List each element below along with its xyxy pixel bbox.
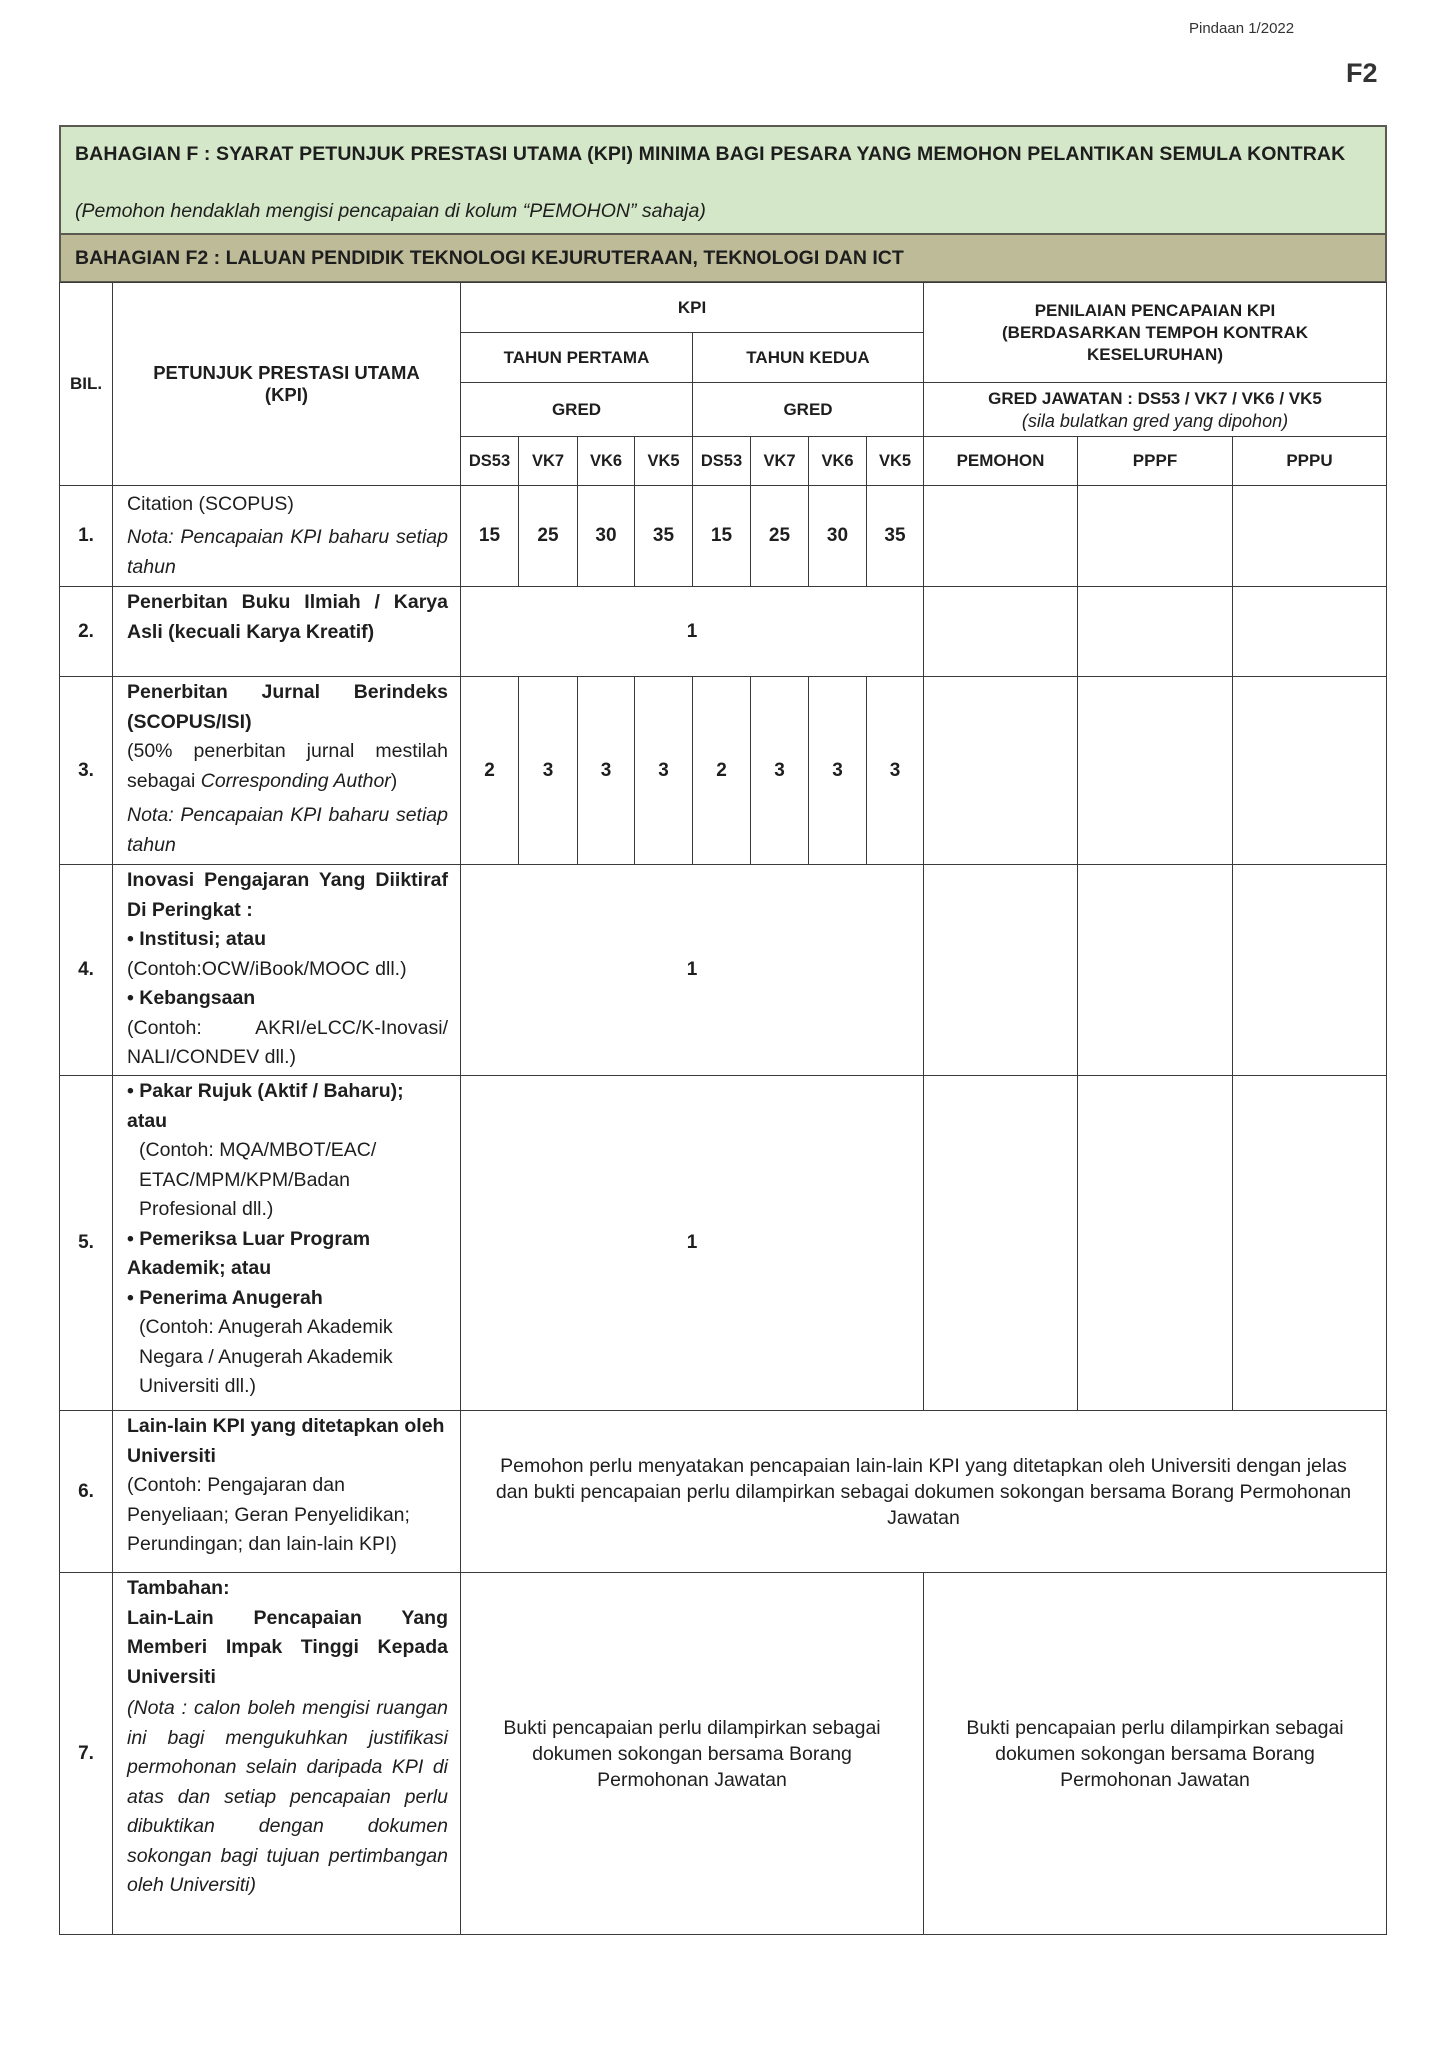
- header-year-1: TAHUN PERTAMA: [460, 332, 693, 383]
- section-instruction: (Pemohon hendaklah mengisi pencapaian di kolum “PEMOHON” sahaja): [75, 200, 706, 222]
- row-1-pppu-input[interactable]: [1232, 485, 1387, 587]
- row-4-pppf-input[interactable]: [1077, 864, 1233, 1076]
- row-5-item-3: • Penerima Anugerah: [127, 1286, 323, 1309]
- row-7-title: Tambahan:: [127, 1577, 230, 1599]
- header-grade-ds53-y1: DS53: [460, 436, 519, 486]
- row-3-detail-close: ): [390, 769, 398, 792]
- header-gred-jawatan: [923, 382, 1387, 437]
- header-gred-2: GRED: [692, 382, 924, 437]
- row-7-bil: 7.: [59, 1572, 113, 1935]
- row-5-pppu-input[interactable]: [1232, 1075, 1387, 1411]
- header-pppf: PPPF: [1077, 436, 1233, 486]
- header-assessment: PENILAIAN PENCAPAIAN KPI (BERDASARKAN TEMPOH KONTRAK KESELURUHAN): [923, 282, 1387, 383]
- row-5-kpi: [112, 1075, 461, 1411]
- header-grade-vk7-y1: VK7: [518, 436, 578, 486]
- row-2-title: Penerbitan Buku Ilmiah / Karya Asli (kecuali Karya Kreatif): [127, 591, 448, 643]
- header-grade-vk6-y2: VK6: [808, 436, 867, 486]
- row-6-example: (Contoh: Pengajaran dan Penyeliaan; Geran Penyelidikan; Perundingan; dan lain-lain KPI): [127, 1474, 410, 1555]
- form-code: F2: [1346, 58, 1378, 88]
- header-pemohon: PEMOHON: [923, 436, 1078, 486]
- row-3-value: 2: [692, 676, 751, 865]
- header-grade-ds53-y2: DS53: [692, 436, 751, 486]
- header-bil: BIL.: [59, 282, 113, 486]
- subsection-title: BAHAGIAN F2 : LALUAN PENDIDIK TEKNOLOGI KEJURUTERAAN, TEKNOLOGI DAN ICT: [75, 247, 904, 269]
- row-1-bil: 1.: [59, 485, 113, 587]
- row-3-title: Penerbitan Jurnal Berindeks (SCOPUS/ISI): [127, 681, 448, 733]
- header-grade-vk5-y2: VK5: [866, 436, 924, 486]
- amendment-label: Pindaan 1/2022: [1189, 20, 1295, 37]
- header-gred-1: GRED: [460, 382, 693, 437]
- row-1-pemohon-input[interactable]: [923, 485, 1078, 587]
- row-1-title: Citation (SCOPUS): [127, 493, 294, 515]
- gred-jawatan-label: GRED JAWATAN : DS53 / VK7 / VK6 / VK5: [988, 388, 1322, 408]
- row-1-value: 15: [692, 485, 751, 587]
- row-1-value: 25: [518, 485, 578, 587]
- row-3-value: 3: [866, 676, 924, 865]
- row-3-note: Nota: Pencapaian KPI baharu setiap tahun: [127, 804, 448, 856]
- row-4-item-1-example: (Contoh:OCW/iBook/MOOC dll.): [127, 957, 407, 980]
- section-header: [59, 125, 1387, 234]
- row-5-value: 1: [460, 1075, 924, 1411]
- header-grade-vk6-y1: VK6: [577, 436, 635, 486]
- row-1-pppf-input[interactable]: [1077, 485, 1233, 587]
- row-2-value: 1: [460, 586, 924, 677]
- row-7-left-evidence[interactable]: Bukti pencapaian perlu dilampirkan sebagai dokumen sokongan bersama Borang Permohonan Jawatan: [460, 1572, 924, 1935]
- row-3-detail-text: (50% penerbitan jurnal mestilah sebagai: [127, 740, 448, 792]
- row-6-title: Lain-lain KPI yang ditetapkan oleh Universiti: [127, 1415, 445, 1467]
- row-3-pemohon-input[interactable]: [923, 676, 1078, 865]
- row-3-value: 3: [808, 676, 867, 865]
- subsection-header: [59, 233, 1387, 283]
- row-7-subtitle: Lain-Lain Pencapaian Yang Memberi Impak Tinggi Kepada Universiti: [127, 1606, 448, 1688]
- row-1-value: 30: [808, 485, 867, 587]
- row-7-kpi: [112, 1572, 461, 1935]
- row-2-pppf-input[interactable]: [1077, 586, 1233, 677]
- row-3-detail: [127, 737, 448, 796]
- row-4-item-2-example: (Contoh: AKRI/eLCC/K-Inovasi/ NALI/CONDEV dll.): [127, 1016, 448, 1068]
- row-4-pppu-input[interactable]: [1232, 864, 1387, 1076]
- row-4-item-2: • Kebangsaan: [127, 987, 256, 1009]
- row-1-value: 35: [634, 485, 693, 587]
- row-5-item-3-example: (Contoh: Anugerah Akademik Negara / Anugerah Akademik Universiti dll.): [139, 1316, 393, 1397]
- row-4-bil: 4.: [59, 864, 113, 1076]
- row-3-kpi: [112, 676, 461, 865]
- row-5-item-1-example: (Contoh: MQA/MBOT/EAC/ ETAC/MPM/KPM/Badan Profesional dll.): [139, 1139, 377, 1220]
- row-3-value: 3: [634, 676, 693, 865]
- header-grade-vk5-y1: VK5: [634, 436, 693, 486]
- row-4-title: Inovasi Pengajaran Yang Diiktiraf Di Peringkat :: [127, 869, 448, 921]
- row-2-bil: 2.: [59, 586, 113, 677]
- row-5-pppf-input[interactable]: [1077, 1075, 1233, 1411]
- row-6-kpi: [112, 1410, 461, 1573]
- header-year-2: TAHUN KEDUA: [692, 332, 924, 383]
- row-3-pppu-input[interactable]: [1232, 676, 1387, 865]
- row-7-note: (Nota : calon boleh mengisi ruangan ini bagi mengukuhkan justifikasi permohonan selain daripada KPI di atas dan setiap pencapaian perlu dibuktikan dengan dokumen sokongan bagi tujuan pertimbangan oleh Universiti): [127, 1697, 448, 1896]
- row-4-value: 1: [460, 864, 924, 1076]
- row-1-value: 35: [866, 485, 924, 587]
- row-4-kpi: [112, 864, 461, 1076]
- row-2-pppu-input[interactable]: [1232, 586, 1387, 677]
- row-2-pemohon-input[interactable]: [923, 586, 1078, 677]
- row-6-bil: 6.: [59, 1410, 113, 1573]
- row-5-pemohon-input[interactable]: [923, 1075, 1078, 1411]
- row-7-right-evidence[interactable]: Bukti pencapaian perlu dilampirkan sebagai dokumen sokongan bersama Borang Permohonan Jawatan: [923, 1572, 1387, 1935]
- gred-jawatan-note: (sila bulatkan gred yang dipohon): [1021, 410, 1289, 431]
- row-3-pppf-input[interactable]: [1077, 676, 1233, 865]
- header-pppu: PPPU: [1232, 436, 1387, 486]
- row-6-instruction: Pemohon perlu menyatakan pencapaian lain-lain KPI yang ditetapkan oleh Universiti dengan jelas dan bukti pencapaian perlu dilampirkan sebagai dokumen sokongan bersama Borang Permohonan Jawatan: [460, 1410, 1387, 1573]
- header-grade-vk7-y2: VK7: [750, 436, 809, 486]
- section-title: BAHAGIAN F : SYARAT PETUNJUK PRESTASI UTAMA (KPI) MINIMA BAGI PESARA YANG MEMOHON PELANTIKAN SEMULA KONTRAK: [75, 143, 1346, 165]
- header-kpi: KPI: [460, 282, 924, 333]
- row-3-value: 3: [750, 676, 809, 865]
- row-5-item-2: • Pemeriksa Luar Program Akademik; atau: [127, 1227, 371, 1279]
- header-kpi-description: PETUNJUK PRESTASI UTAMA (KPI): [112, 282, 461, 486]
- row-4-item-1: • Institusi; atau: [127, 928, 267, 950]
- row-5-bil: 5.: [59, 1075, 113, 1411]
- row-1-kpi: [112, 485, 461, 587]
- row-1-value: 15: [460, 485, 519, 587]
- row-4-pemohon-input[interactable]: [923, 864, 1078, 1076]
- row-3-value: 3: [577, 676, 635, 865]
- row-2-kpi: [112, 586, 461, 677]
- row-3-bil: 3.: [59, 676, 113, 865]
- row-1-value: 25: [750, 485, 809, 587]
- row-1-note: Nota: Pencapaian KPI baharu setiap tahun: [127, 526, 448, 578]
- row-3-detail-italic: Corresponding Author: [200, 769, 391, 792]
- row-1-value: 30: [577, 485, 635, 587]
- row-3-value: 3: [518, 676, 578, 865]
- row-3-value: 2: [460, 676, 519, 865]
- row-5-item-1: • Pakar Rujuk (Aktif / Baharu); atau: [127, 1080, 404, 1132]
